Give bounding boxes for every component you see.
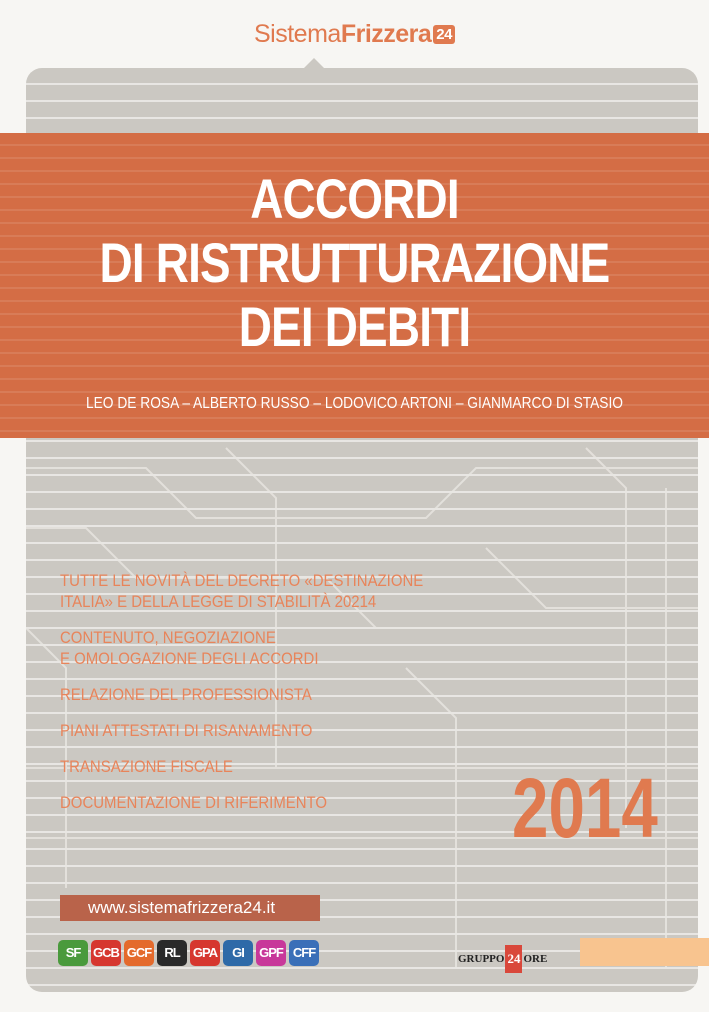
series-badge: GCF (124, 940, 154, 966)
decorative-bar (580, 938, 709, 966)
feature-item: TUTTE LE NOVITÀ DEL DECRETO «DESTINAZIONE ITALIA» E DELLA LEGGE DI STABILITÀ 20214 (60, 571, 424, 611)
brand-logo (0, 20, 709, 49)
series-badge: CFF (289, 940, 319, 966)
series-badge: SF (58, 940, 88, 966)
publisher-logo (458, 945, 547, 973)
website-url[interactable]: www.sistemafrizzera24.it (60, 895, 320, 921)
title-band (0, 133, 709, 438)
series-badge: GCB (91, 940, 121, 966)
publisher-left: GRUPPO (458, 953, 505, 965)
publisher-mid: 24 (505, 945, 522, 973)
feature-item: CONTENUTO, NEGOZIAZIONE E OMOLOGAZIONE DEGLI ACCORDI (60, 628, 319, 668)
series-badge: RL (157, 940, 187, 966)
edition-year: 2014 (512, 761, 658, 855)
brand-part-sistema: Sistema (254, 20, 341, 48)
publisher-right: ORE (523, 953, 548, 965)
feature-item: TRANSAZIONE FISCALE (60, 757, 233, 776)
feature-list (60, 570, 520, 828)
brand-badge-24: 24 (433, 25, 455, 44)
series-badge: GPF (256, 940, 286, 966)
series-badge: GI (223, 940, 253, 966)
brand-part-frizzera: Frizzera (340, 20, 432, 48)
series-badges (58, 940, 319, 966)
authors-line: LEO DE ROSA – ALBERTO RUSSO – LODOVICO ARTONI – GIANMARCO DI STASIO (85, 395, 624, 412)
series-badge: GPA (190, 940, 220, 966)
feature-item: RELAZIONE DEL PROFESSIONISTA (60, 685, 312, 704)
feature-item: PIANI ATTESTATI DI RISANAMENTO (60, 721, 313, 740)
book-title: ACCORDI DI RISTRUTTURAZIONE DEI DEBITI (99, 167, 610, 358)
deco-line (26, 468, 698, 518)
feature-item: DOCUMENTAZIONE DI RIFERIMENTO (60, 793, 328, 812)
